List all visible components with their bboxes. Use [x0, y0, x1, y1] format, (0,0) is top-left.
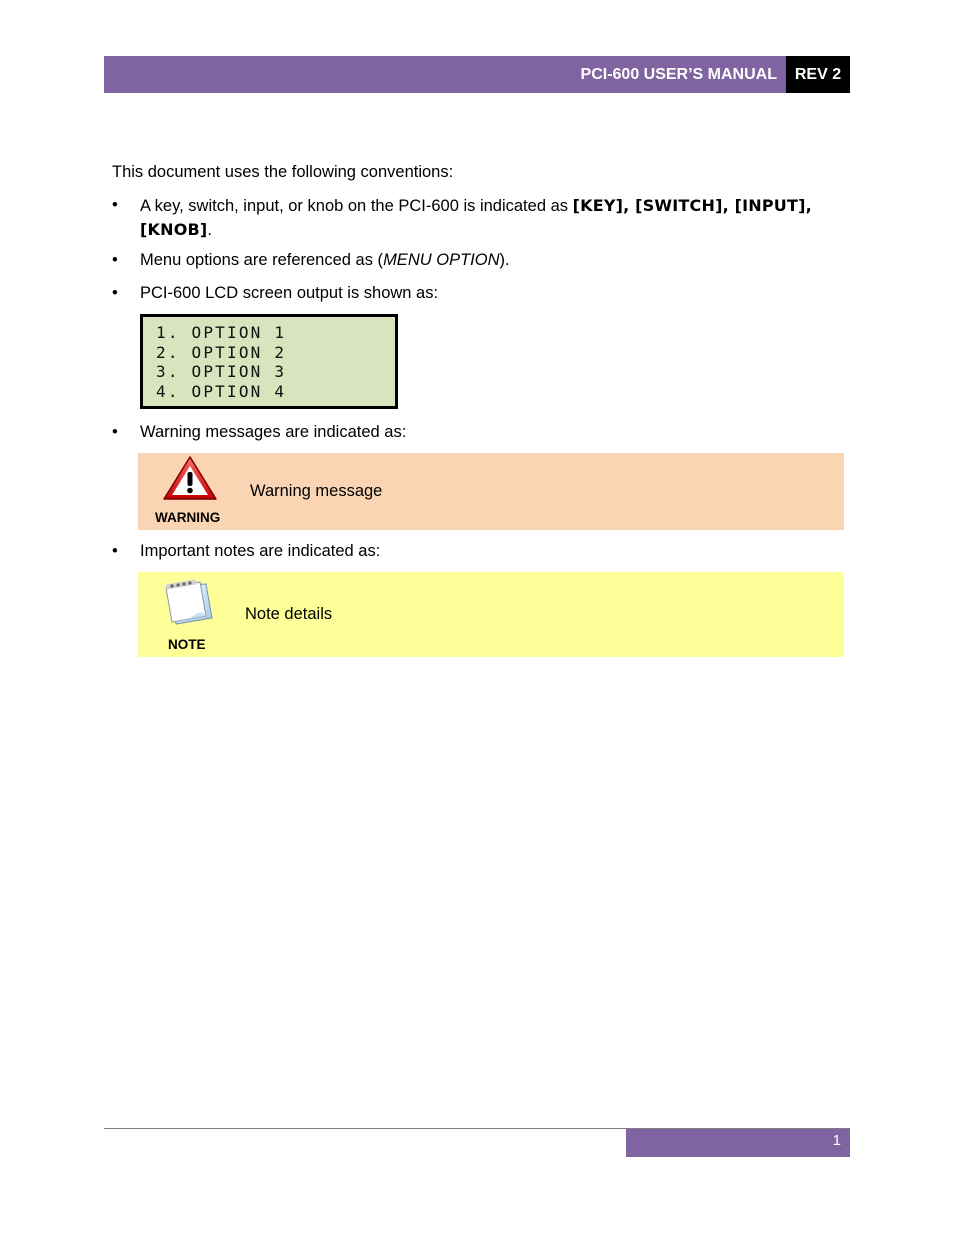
notepad-icon: [162, 578, 216, 628]
bullet-keys-text: A key, switch, input, or knob on the PCI-600 is indicated as: [140, 197, 573, 215]
bullet-dot-icon: •: [112, 542, 118, 560]
bullet-keys: [112, 194, 842, 242]
note-label: NOTE: [168, 637, 206, 652]
page-number: 1: [832, 1132, 841, 1149]
menu-option-example: MENU OPTION: [383, 251, 500, 269]
lcd-screen: [140, 314, 398, 409]
warning-triangle-icon: [162, 455, 218, 501]
bullet-dot-icon: •: [112, 423, 118, 441]
knob-example: [KNOB]: [140, 220, 208, 239]
bullet-menu: [112, 249, 842, 272]
revision-badge: REV 2: [786, 56, 850, 93]
bullet-dot-icon: •: [112, 251, 118, 269]
bullet-keys-end: .: [207, 221, 213, 239]
lcd-line: 3. OPTION 3: [156, 362, 287, 381]
key-examples: [KEY], [SWITCH], [INPUT],: [572, 196, 812, 215]
bullet-dot-icon: •: [112, 284, 118, 302]
warning-box: [138, 453, 844, 530]
lcd-line: 1. OPTION 1: [156, 323, 287, 342]
bullet-note-text: Important notes are indicated as:: [140, 542, 381, 560]
header-bar: [104, 56, 850, 93]
lcd-line: 4. OPTION 4: [156, 382, 287, 401]
bullet-menu-end: ).: [499, 251, 510, 269]
bullet-dot-icon: •: [112, 196, 118, 214]
bullet-lcd-text: PCI-600 LCD screen output is shown as:: [140, 284, 439, 302]
warning-message: Warning message: [250, 482, 383, 500]
manual-title: PCI-600 USER’S MANUAL: [580, 66, 777, 83]
footer-bar: [626, 1129, 850, 1157]
intro-text: This document uses the following conventions:: [112, 163, 454, 181]
bullet-lcd: [112, 282, 842, 305]
bullet-menu-text: Menu options are referenced as (: [140, 251, 384, 269]
note-message: Note details: [245, 605, 333, 623]
bullet-warning-text: Warning messages are indicated as:: [140, 423, 407, 441]
warning-label: WARNING: [155, 510, 221, 525]
note-box: [138, 572, 844, 657]
bullet-note: [112, 540, 842, 563]
lcd-line: 2. OPTION 2: [156, 343, 287, 362]
bullet-warning: [112, 421, 842, 444]
